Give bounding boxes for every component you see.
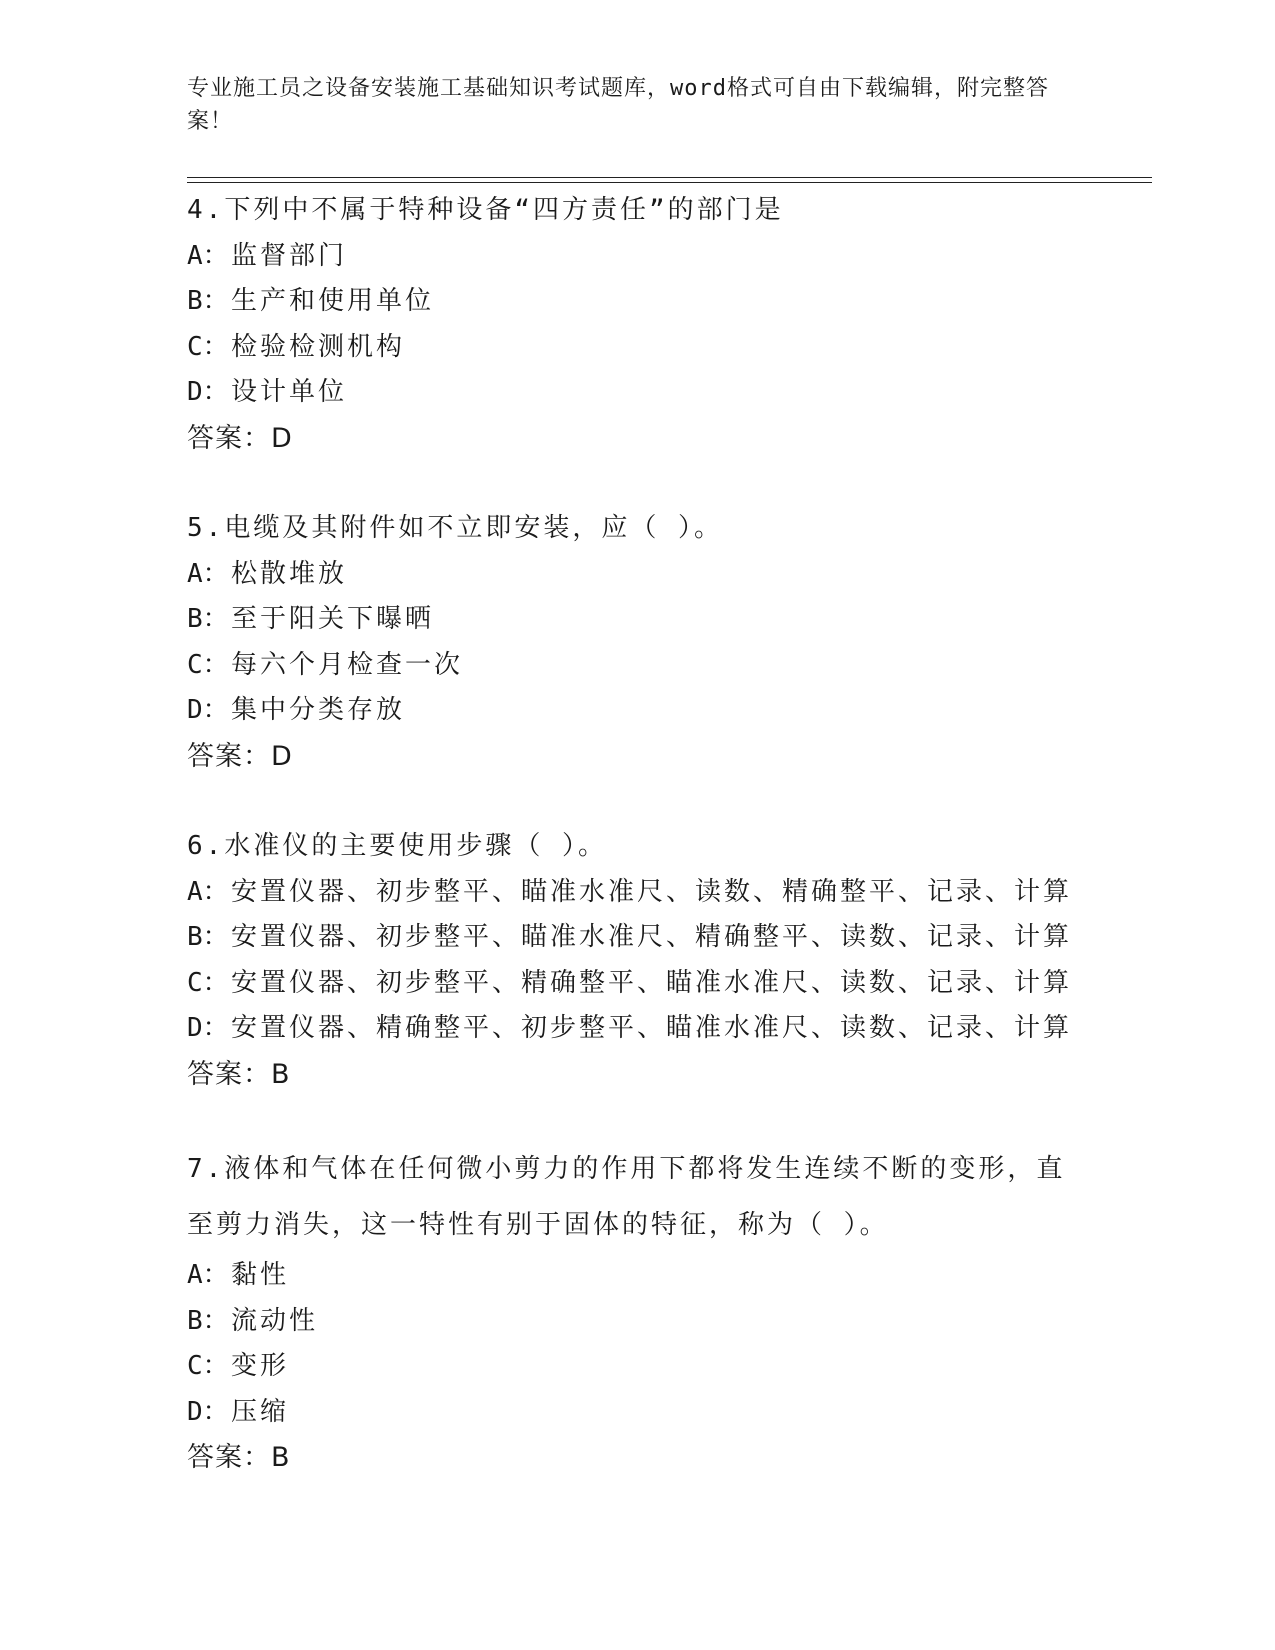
option-c xyxy=(187,325,1087,371)
question-number: 7. xyxy=(187,1154,225,1184)
option-c xyxy=(187,1344,1087,1390)
option-letter: D： xyxy=(187,377,229,407)
question-stem xyxy=(187,1141,1067,1253)
option-letter: B： xyxy=(187,286,229,316)
option-letter: C： xyxy=(187,1351,229,1381)
option-text: 安置仪器、精确整平、初步整平、瞄准水准尺、读数、记录、计算 xyxy=(231,1013,1073,1043)
option-letter: C： xyxy=(187,967,229,998)
question-stem xyxy=(187,824,1087,870)
option-text: 安置仪器、初步整平、精确整平、瞄准水准尺、读数、记录、计算 xyxy=(231,967,1073,998)
question-5 xyxy=(187,506,1087,779)
option-letter: A： xyxy=(187,1260,229,1290)
option-letter: C： xyxy=(187,331,229,362)
question-6 xyxy=(187,824,1087,1097)
option-letter: D： xyxy=(187,1396,229,1427)
option-text: 至于阳关下曝晒 xyxy=(231,604,435,634)
option-text: 变形 xyxy=(231,1351,290,1381)
question-4 xyxy=(187,188,1087,461)
option-c xyxy=(187,961,1087,1007)
option-text: 生产和使用单位 xyxy=(231,286,435,316)
option-a xyxy=(187,552,1087,598)
question-number: 6. xyxy=(187,831,225,861)
option-text: 检验检测机构 xyxy=(231,331,406,362)
option-text: 集中分类存放 xyxy=(231,695,406,725)
option-d xyxy=(187,370,1087,416)
option-a xyxy=(187,1253,1087,1299)
answer-line: 答案：B xyxy=(187,1058,291,1090)
option-d xyxy=(187,1006,1087,1052)
option-a xyxy=(187,870,1087,916)
question-number: 4. xyxy=(187,195,225,225)
option-letter: C： xyxy=(187,649,229,680)
option-c xyxy=(187,643,1087,689)
option-text: 安置仪器、初步整平、瞄准水准尺、精确整平、读数、记录、计算 xyxy=(231,922,1073,952)
question-text: 水准仪的主要使用步骤（ ）。 xyxy=(224,831,607,861)
header-divider-top xyxy=(187,177,1152,178)
option-text: 安置仪器、初步整平、瞄准水准尺、读数、精确整平、记录、计算 xyxy=(231,876,1073,907)
question-number: 5. xyxy=(187,513,225,543)
question-text: 液体和气体在任何微小剪力的作用下都将发生连续不断的变形，直至剪力消失，这一特性有别于固体的特征，称为（ ）。 xyxy=(187,1154,1066,1240)
question-text: 电缆及其附件如不立即安装，应（ ）。 xyxy=(224,513,723,543)
option-letter: A： xyxy=(187,876,229,907)
option-d xyxy=(187,1390,1087,1436)
option-b xyxy=(187,1299,1087,1345)
answer-line: 答案：D xyxy=(187,422,293,454)
option-letter: B： xyxy=(187,604,229,634)
option-text: 监督部门 xyxy=(231,240,348,271)
option-text: 设计单位 xyxy=(231,377,348,407)
option-letter: A： xyxy=(187,240,229,271)
option-letter: B： xyxy=(187,1305,229,1336)
option-b xyxy=(187,279,1087,325)
question-7 xyxy=(187,1141,1087,1481)
option-text: 每六个月检查一次 xyxy=(231,649,464,680)
option-letter: D： xyxy=(187,695,229,725)
option-b xyxy=(187,597,1087,643)
option-letter: A： xyxy=(187,558,229,589)
option-letter: D： xyxy=(187,1013,229,1043)
option-letter: B： xyxy=(187,922,229,952)
document-header: 专业施工员之设备安装施工基础知识考试题库，word格式可自由下载编辑，附完整答案！ xyxy=(187,76,1049,134)
option-text: 黏性 xyxy=(231,1260,290,1290)
question-text: 下列中不属于特种设备“四方责任”的部门是 xyxy=(224,195,784,225)
header-divider-bottom xyxy=(187,182,1152,183)
option-a xyxy=(187,234,1087,280)
question-stem xyxy=(187,188,1087,234)
question-stem xyxy=(187,506,1087,552)
option-d xyxy=(187,688,1087,734)
option-b xyxy=(187,915,1087,961)
option-text: 压缩 xyxy=(231,1396,290,1427)
option-text: 松散堆放 xyxy=(231,558,348,589)
answer-line: 答案：D xyxy=(187,740,293,772)
answer-line: 答案：B xyxy=(187,1442,291,1473)
option-text: 流动性 xyxy=(231,1305,319,1336)
